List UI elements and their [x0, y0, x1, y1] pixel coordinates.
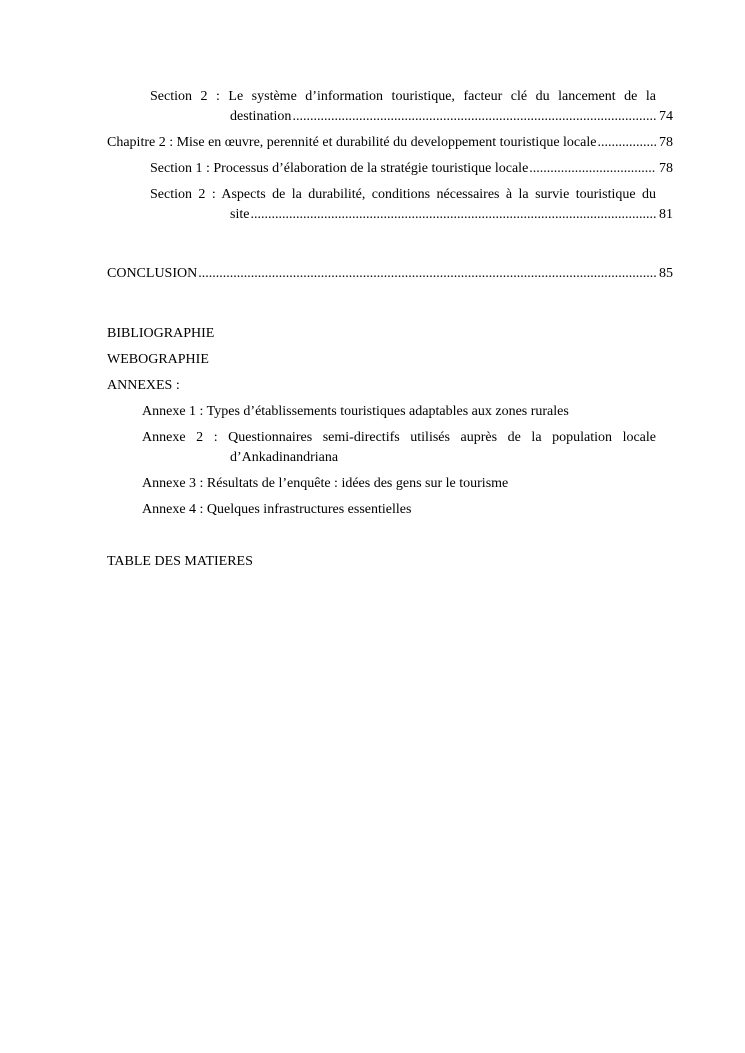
toc-entry-annexe-2-cont[interactable]: d’Ankadinandriana [230, 450, 339, 465]
toc-entry-chapitre-2[interactable] [107, 133, 673, 153]
toc-entry-bibliographie[interactable]: BIBLIOGRAPHIE [107, 326, 215, 341]
toc-page-number: 81 [659, 207, 673, 222]
toc-entry-annexe-4[interactable]: Annexe 4 : Quelques infrastructures essentielles [142, 502, 412, 517]
toc-page-number: 78 [659, 135, 673, 150]
toc-entry-text: site [230, 207, 250, 222]
toc-entry-section-2-system-info-cont[interactable] [230, 107, 673, 127]
toc-leader-dots [597, 133, 656, 153]
toc-entry-text: CONCLUSION [107, 266, 198, 281]
toc-entry-section-2-durabilite[interactable] [150, 185, 656, 205]
toc-entry-annexe-1[interactable]: Annexe 1 : Types d’établissements touristiques adaptables aux zones rurales [142, 404, 569, 419]
toc-entry-conclusion[interactable] [107, 264, 673, 284]
toc-entry-text: Section 2 : Le système d’information touristique, facteur clé du lancement de la [150, 89, 656, 104]
toc-entry-table-des-matieres[interactable]: TABLE DES MATIERES [107, 554, 253, 569]
toc-entry-text: Section 1 : Processus d’élaboration de la stratégie touristique locale [150, 161, 529, 176]
toc-entry-webographie[interactable]: WEBOGRAPHIE [107, 352, 209, 367]
toc-leader-dots [292, 107, 656, 127]
toc-page-number: 78 [659, 161, 673, 176]
toc-leader-dots [250, 205, 656, 225]
toc-entry-text: Annexe 2 : Questionnaires semi-directifs utilisés auprès de la population locale [142, 430, 656, 445]
toc-page-number: 74 [659, 109, 673, 124]
toc-entry-text: destination [230, 109, 292, 124]
toc-leader-dots [198, 264, 656, 284]
toc-entry-text: Chapitre 2 : Mise en œuvre, perennité et durabilité du developpement touristique locale [107, 135, 597, 150]
toc-entry-annexes[interactable]: ANNEXES : [107, 378, 180, 393]
toc-leader-dots [529, 159, 656, 179]
toc-entry-text: Section 2 : Aspects de la durabilité, conditions nécessaires à la survie touristique du [150, 187, 656, 202]
toc-entry-annexe-2[interactable] [142, 428, 656, 448]
toc-entry-section-2-durabilite-cont[interactable] [230, 205, 673, 225]
toc-entry-section-1[interactable] [150, 159, 673, 179]
toc-entry-section-2-system-info[interactable] [150, 87, 656, 107]
toc-entry-annexe-3[interactable]: Annexe 3 : Résultats de l’enquête : idées des gens sur le tourisme [142, 476, 509, 491]
toc-page-number: 85 [659, 266, 673, 281]
